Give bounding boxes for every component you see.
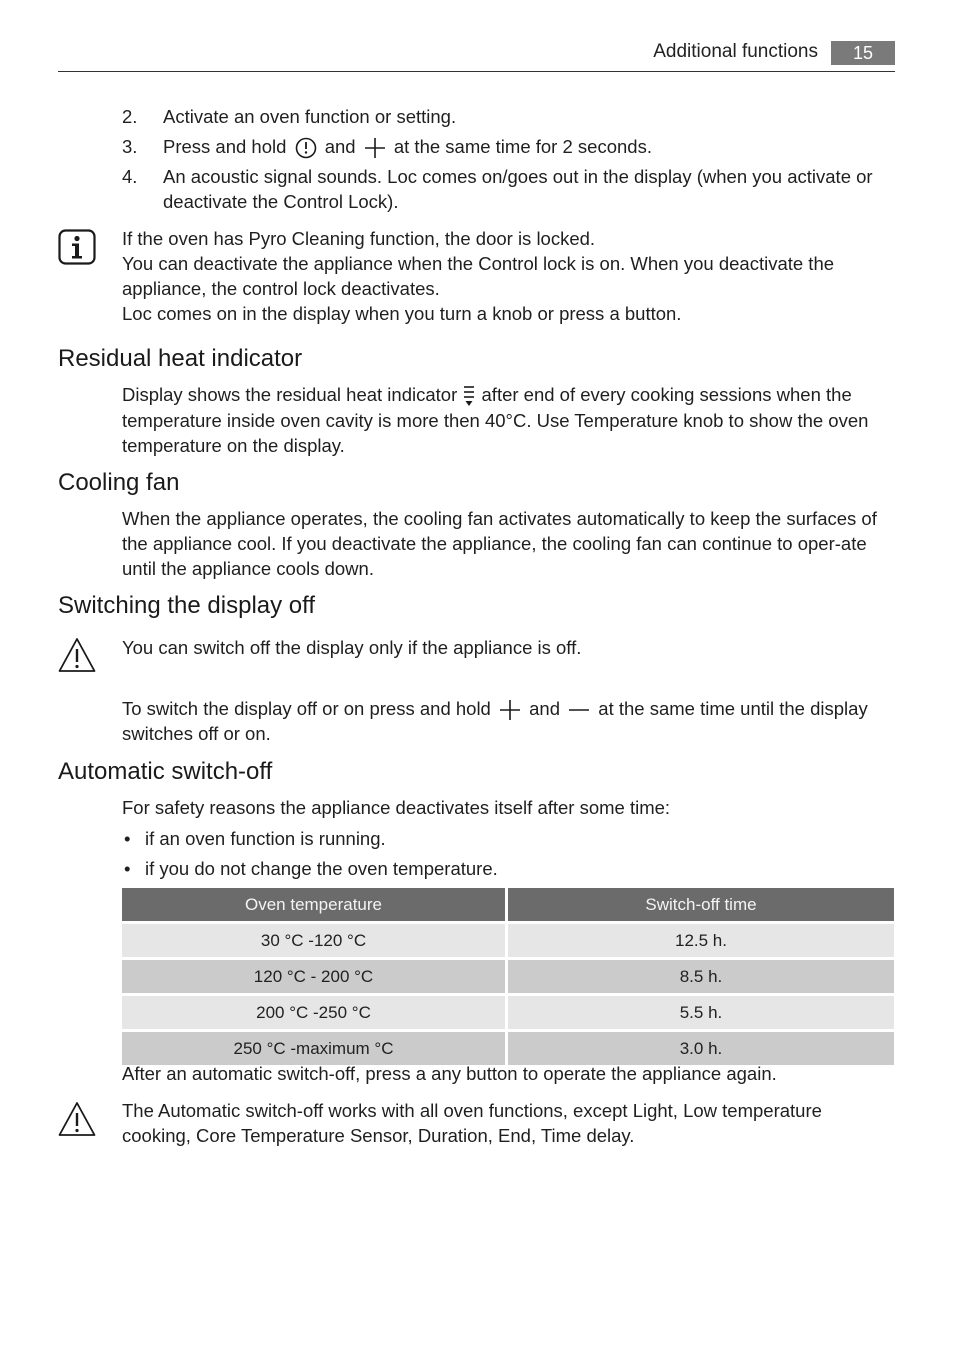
auto-off-intro: For safety reasons the appliance deactivates itself after some time: (122, 797, 671, 818)
step-item (122, 134, 894, 159)
page-header (58, 40, 895, 72)
clock-icon (295, 137, 317, 159)
table-header-row (122, 888, 894, 921)
table-cell: 8.5 h. (508, 960, 894, 993)
table-header-cell: Oven temperature (122, 888, 508, 921)
page-number: 15 (831, 41, 895, 65)
display-off-pre: To switch the display off or on press and hold (122, 698, 491, 719)
list-item: • if an oven function is running. (122, 826, 894, 851)
display-off-heading: Switching the display off (58, 592, 316, 619)
info-icon (58, 229, 96, 265)
minus-icon (568, 699, 590, 721)
display-off-warning: You can switch off the display only if the appliance is off. (122, 637, 582, 658)
warning-icon (58, 637, 96, 673)
info-note (122, 226, 894, 326)
auto-off-heading: Automatic switch-off (58, 758, 273, 785)
residual-text-post: after end of every cooking sessions when the temperature inside oven cavity is more then 40°C. Use Temperature knob to show the oven temperature on the display. (122, 384, 869, 457)
info-note-line: If the oven has Pyro Cleaning function, the door is locked. (122, 228, 596, 249)
step-number: 2. (122, 106, 138, 127)
plus-icon (499, 699, 521, 721)
table-cell: 120 °C - 200 °C (122, 960, 508, 993)
step-text-post: at the same time for 2 seconds. (393, 136, 652, 157)
switch-off-table (122, 885, 894, 1068)
residual-heat-heading: Residual heat indicator (58, 345, 303, 372)
auto-off-after-text: After an automatic switch-off, press a any button to operate the appliance again. (122, 1063, 777, 1084)
display-off-post: at the same time until the display switches off or on. (122, 698, 868, 745)
residual-heat-icon (463, 384, 475, 408)
info-note-line: You can deactivate the appliance when the Control lock is on. When you deactivate the appliance, the control lock deactivates. (122, 253, 835, 299)
step-text-pre: Press and hold (163, 136, 287, 157)
table-cell: 12.5 h. (508, 924, 894, 957)
cooling-fan-text: When the appliance operates, the cooling fan activates automatically to keep the surfaces of the appliance cool. If you deactivate the appliance, the cooling fan can continue to oper-ate until the appliance cools down. (122, 508, 877, 579)
residual-heat-text (122, 382, 894, 458)
display-off-text (122, 696, 894, 746)
display-off-mid: and (529, 698, 560, 719)
step-text-mid: and (324, 136, 356, 157)
info-note-line: Loc comes on in the display when you turn a knob or press a button. (122, 303, 682, 324)
step-number: 4. (122, 166, 138, 188)
step-list (122, 104, 894, 219)
table-cell: 200 °C -250 °C (122, 996, 508, 1029)
residual-text-pre: Display shows the residual heat indicator (122, 384, 458, 405)
warning-icon (58, 1101, 96, 1137)
table-row (122, 924, 894, 957)
header-title: Additional functions (653, 41, 818, 62)
table-row (122, 960, 894, 993)
table-cell: 5.5 h. (508, 996, 894, 1029)
table-row (122, 996, 894, 1029)
step-item (122, 104, 894, 129)
plus-icon (364, 137, 386, 159)
auto-off-warning: The Automatic switch-off works with all oven functions, except Light, Low temperature cooking, Core Temperature Sensor, Duration, End, Time delay. (122, 1100, 822, 1146)
step-text: An acoustic signal sounds. Loc comes on/goes out in the display (when you activate or deactivate the Control Lock). (163, 166, 873, 213)
table-cell: 250 °C -maximum °C (122, 1032, 508, 1065)
auto-off-bullet-list (122, 826, 894, 886)
step-item (122, 164, 894, 214)
step-number: 3. (122, 136, 138, 157)
table-cell: 30 °C -120 °C (122, 924, 508, 957)
table-cell: 3.0 h. (508, 1032, 894, 1065)
table-header-cell: Switch-off time (508, 888, 894, 921)
step-text: Activate an oven function or setting. (163, 106, 457, 127)
cooling-fan-heading: Cooling fan (58, 469, 180, 496)
list-item: • if you do not change the oven temperature. (122, 856, 894, 881)
